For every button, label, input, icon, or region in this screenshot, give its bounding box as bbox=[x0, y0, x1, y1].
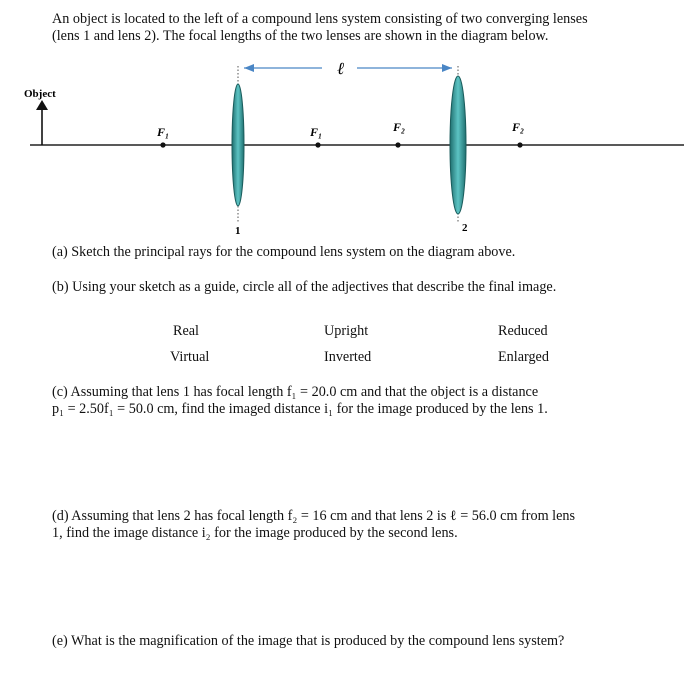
focal-label-f2-left: F₂ bbox=[393, 120, 406, 134]
part-c-line-1: (c) Assuming that lens 1 has focal length f₁ = 20.0 cm and that the object is a distance bbox=[52, 384, 539, 400]
adjective-virtual[interactable]: Virtual bbox=[170, 349, 210, 365]
focal-label-f1-right: F₁ bbox=[310, 125, 323, 139]
adjective-inverted[interactable]: Inverted bbox=[324, 349, 372, 365]
intro-line-2: (lens 1 and lens 2). The focal lengths of the two lenses are shown in the diagram below. bbox=[52, 28, 549, 44]
part-c-line-2: p₁ = 2.50f₁ = 50.0 cm, find the imaged distance i₁ for the image produced by the lens 1. bbox=[52, 401, 548, 417]
lens-2-label: 2 bbox=[462, 222, 468, 234]
intro-line-1: An object is located to the left of a compound lens system consisting of two converging lenses bbox=[52, 11, 588, 27]
focal-point-f2-right bbox=[517, 142, 522, 147]
lens-1 bbox=[232, 84, 244, 206]
lens-1-label: 1 bbox=[235, 225, 241, 237]
adjective-reduced[interactable]: Reduced bbox=[498, 323, 548, 339]
part-d-line-2: 1, find the image distance i₂ for the image produced by the second lens. bbox=[52, 525, 458, 541]
part-e-question: (e) What is the magnification of the image that is produced by the compound lens system? bbox=[52, 633, 565, 649]
focal-label-f2-right: F₂ bbox=[512, 120, 525, 134]
object-arrow bbox=[36, 100, 48, 145]
focal-point-f2-left bbox=[395, 142, 400, 147]
focal-label-f1-left: F₁ bbox=[157, 125, 170, 139]
ell-arrow bbox=[244, 64, 452, 72]
adjective-real[interactable]: Real bbox=[173, 323, 199, 339]
part-c-question bbox=[52, 384, 548, 418]
object-label: Object bbox=[24, 88, 56, 100]
adjective-upright[interactable]: Upright bbox=[324, 323, 369, 339]
part-b-question: (b) Using your sketch as a guide, circle all of the adjectives that describe the final image. bbox=[52, 279, 557, 295]
focal-point-f1-left bbox=[160, 142, 165, 147]
focal-point-f1-right bbox=[315, 142, 320, 147]
lens-diagram bbox=[0, 0, 695, 240]
lens-2 bbox=[450, 76, 466, 214]
ell-label: ℓ bbox=[337, 59, 345, 78]
part-d-question bbox=[52, 508, 575, 542]
adjective-enlarged[interactable]: Enlarged bbox=[498, 349, 549, 365]
part-d-line-1: (d) Assuming that lens 2 has focal length f₂ = 16 cm and that lens 2 is ℓ = 56.0 cm from lens bbox=[52, 508, 576, 524]
part-a-question: (a) Sketch the principal rays for the compound lens system on the diagram above. bbox=[52, 244, 516, 260]
